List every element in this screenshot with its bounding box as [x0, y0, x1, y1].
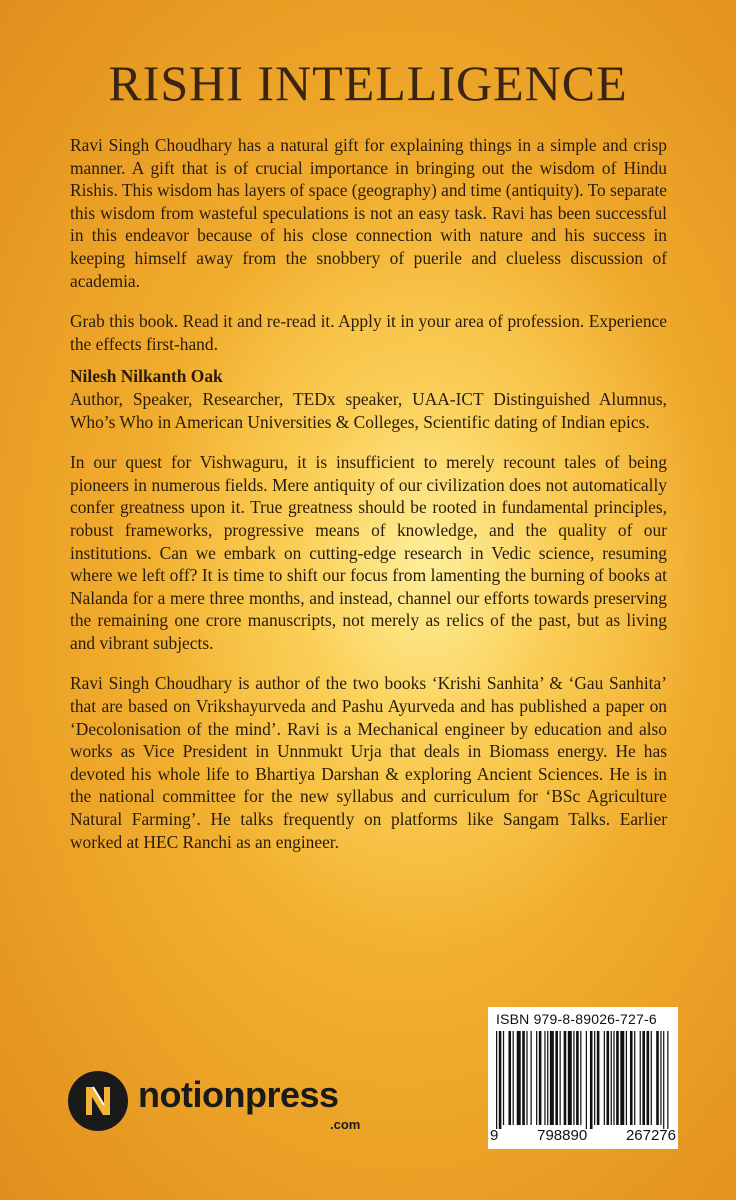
barcode-digits	[490, 1127, 676, 1144]
book-title: RISHI INTELLIGENCE	[108, 55, 628, 111]
barcode-bar	[586, 1031, 587, 1129]
vishwaguru-paragraph: In our quest for Vishwaguru, it is insufficient to merely recount tales of being pioneers in numerous fields. Mere antiquity of our civilization does not automatically confer greatness upon it. True greatness should be rooted in fundamental principles, robust frameworks, progressive means of knowledge, and the quality of our institutions. Can we embark on cutting-edge research in Vedic science, resuming where we left off? It is time to shift our focus from lamenting the burning of books at Nalanda for a mere three months, and instead, channel our efforts towards preserving the remaining one crore manuscripts, not merely as relics of the past, but as living and vibrant subjects.	[70, 452, 667, 653]
author-bio-paragraph: Ravi Singh Choudhary is author of the two books ‘Krishi Sanhita’ & ‘Gau Sanhita’ that are based on Vrikshayurveda and Pashu Ayurveda and has published a paper on ‘Decolonisation of the mind’. Ravi is a Mechanical engineer by education and also works as Vice President in Unnmukt Urja that deals in Biomass energy. He has devoted his whole life to Bhartiya Darshan & exploring Ancient Sciences. He is in the national committee for the new syllabus and curriculum for ‘BSc Agriculture Natural Farming’. He talks frequently on platforms like Sangam Talks. Earlier worked at HEC Ranchi as an engineer.	[70, 673, 667, 852]
barcode-bar	[611, 1031, 612, 1125]
barcode-bar	[522, 1031, 525, 1125]
barcode-bar	[576, 1031, 579, 1125]
barcode-bar	[656, 1031, 659, 1125]
barcode-digit-group: 267276	[625, 1127, 676, 1144]
barcode-bar	[604, 1031, 605, 1125]
barcode-bar	[555, 1031, 558, 1125]
isbn-barcode	[488, 1007, 678, 1149]
barcode-digit-group: 798890	[537, 1127, 588, 1144]
barcode-bar	[663, 1031, 664, 1129]
barcode-bar	[651, 1031, 652, 1125]
barcode-bars	[496, 1031, 670, 1129]
barcode-bar	[640, 1031, 641, 1125]
publisher-logo-block	[66, 1063, 376, 1137]
barcode-bar	[667, 1031, 668, 1129]
barcode-bar	[536, 1031, 537, 1125]
barcode-bar	[642, 1031, 645, 1125]
isbn-label: ISBN 979-8-89026-727-6	[496, 1011, 657, 1027]
barcode-bar	[647, 1031, 650, 1125]
barcode-bar	[590, 1031, 593, 1129]
barcode-bar	[539, 1031, 542, 1125]
barcode-bar	[496, 1031, 497, 1129]
barcode-bar	[620, 1031, 624, 1125]
publisher-name: notionpress	[138, 1074, 339, 1115]
back-cover-text	[70, 134, 667, 853]
endorsement-paragraph: Ravi Singh Choudhary has a natural gift for explaining things in a simple and crisp manner. A gift that is of crucial importance in bringing out the wisdom of Hindu Rishis. This wisdom has layers of space (geography) and time (antiquity). To separate this wisdom from wasteful speculations is not an easy task. Ravi has been successful in this endeavor because of his close connection with nature and his success in keeping himself away from the snobbery of puerile and clueless discussion of academia.	[70, 135, 668, 291]
endorsement-closing: Grab this book. Read it and re-read it. Apply it in your area of profession. Experience the effects first-hand.	[70, 311, 667, 354]
barcode-digit-group: 9	[490, 1127, 499, 1144]
barcode-bar	[616, 1031, 619, 1125]
barcode-bar	[580, 1031, 581, 1125]
barcode-bar	[634, 1031, 635, 1125]
barcode-bar	[503, 1031, 504, 1125]
barcode-bar	[560, 1031, 561, 1125]
barcode-bar	[573, 1031, 574, 1125]
publisher-domain: .com	[330, 1117, 361, 1132]
barcode-bar	[526, 1031, 527, 1125]
barcode-bar	[499, 1031, 502, 1129]
endorser-name: Nilesh Nilkanth Oak	[70, 366, 223, 387]
barcode-bar	[547, 1031, 548, 1125]
barcode-bar	[544, 1031, 545, 1125]
barcode-bar	[531, 1031, 532, 1125]
barcode-bar	[626, 1031, 627, 1125]
endorser-bio: Author, Speaker, Researcher, TEDx speaker, UAA-ICT Distinguished Alumnus, Who’s Who in American Universities & Colleges, Scientific dating of Indian epics.	[70, 388, 667, 432]
barcode-bar	[564, 1031, 567, 1125]
notionpress-n-logo-icon	[66, 1069, 130, 1133]
barcode-bar	[568, 1031, 572, 1125]
barcode-bar	[630, 1031, 633, 1125]
barcode-bar	[660, 1031, 661, 1125]
barcode-bar	[550, 1031, 554, 1125]
barcode-bar	[597, 1031, 600, 1125]
barcode-bar	[517, 1031, 521, 1125]
barcode-bar	[508, 1031, 511, 1125]
barcode-bar	[513, 1031, 514, 1125]
barcode-bar	[613, 1031, 614, 1125]
barcode-bar	[606, 1031, 609, 1125]
barcode-bar	[594, 1031, 595, 1125]
